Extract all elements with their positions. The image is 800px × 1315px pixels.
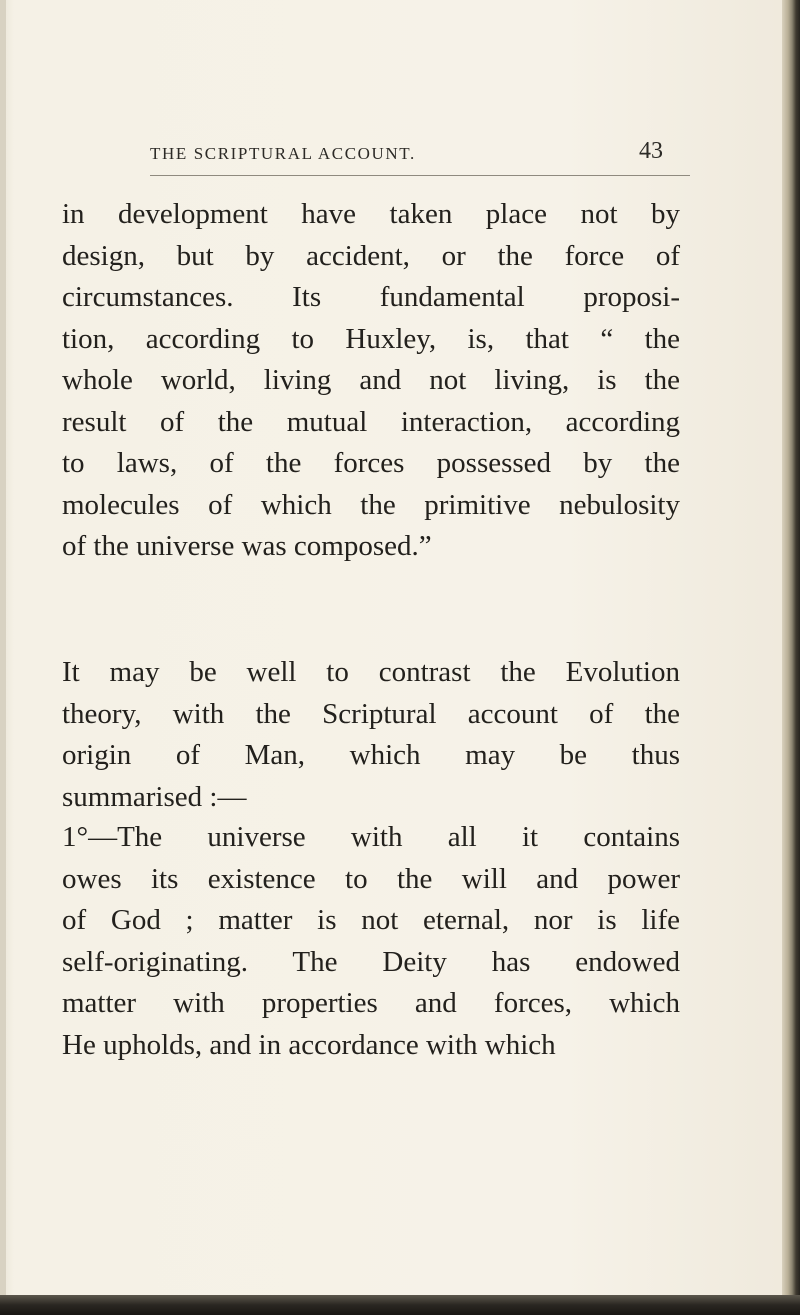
text-line: theory, with the Scriptural account of the <box>62 697 680 730</box>
page-gutter-edge <box>0 0 6 1315</box>
text-line: in development have taken place not by <box>62 198 680 230</box>
text-line: It may be well to contrast the Evolution <box>62 656 680 688</box>
header-rule <box>150 175 690 176</box>
paragraph-2 <box>62 652 680 818</box>
text-line: circumstances. Its fundamental proposi- <box>62 281 680 313</box>
page-fore-edge <box>782 0 800 1315</box>
page-bottom-edge <box>0 1295 800 1315</box>
text-line: to laws, of the forces possessed by the <box>62 447 680 479</box>
text-line: tion, according to Huxley, is, that “ the <box>62 322 680 355</box>
text-line: He upholds, and in accordance with which <box>62 1028 556 1061</box>
text-line: molecules of which the primitive nebulosity <box>62 488 680 521</box>
text-line: design, but by accident, or the force of <box>62 239 680 272</box>
running-head: THE SCRIPTURAL ACCOUNT. <box>150 144 416 163</box>
text-line: of the universe was composed.” <box>62 530 432 562</box>
text-line: whole world, living and not living, is the <box>62 364 680 396</box>
text-line: 1°—The universe with all it contains <box>62 821 680 853</box>
text-line: self-originating. The Deity has endowed <box>62 945 680 978</box>
paragraph-3 <box>62 817 680 1066</box>
text-line: summarised :— <box>62 780 247 813</box>
text-line: matter with properties and forces, which <box>62 987 680 1019</box>
page-header <box>150 138 690 178</box>
page-number: 43 <box>639 138 663 164</box>
text-line: result of the mutual interaction, according <box>62 405 680 438</box>
paragraph-1 <box>62 194 680 568</box>
text-line: of God ; matter is not eternal, nor is life <box>62 904 680 936</box>
text-line: owes its existence to the will and power <box>62 862 680 895</box>
text-line: origin of Man, which may be thus <box>62 739 680 771</box>
